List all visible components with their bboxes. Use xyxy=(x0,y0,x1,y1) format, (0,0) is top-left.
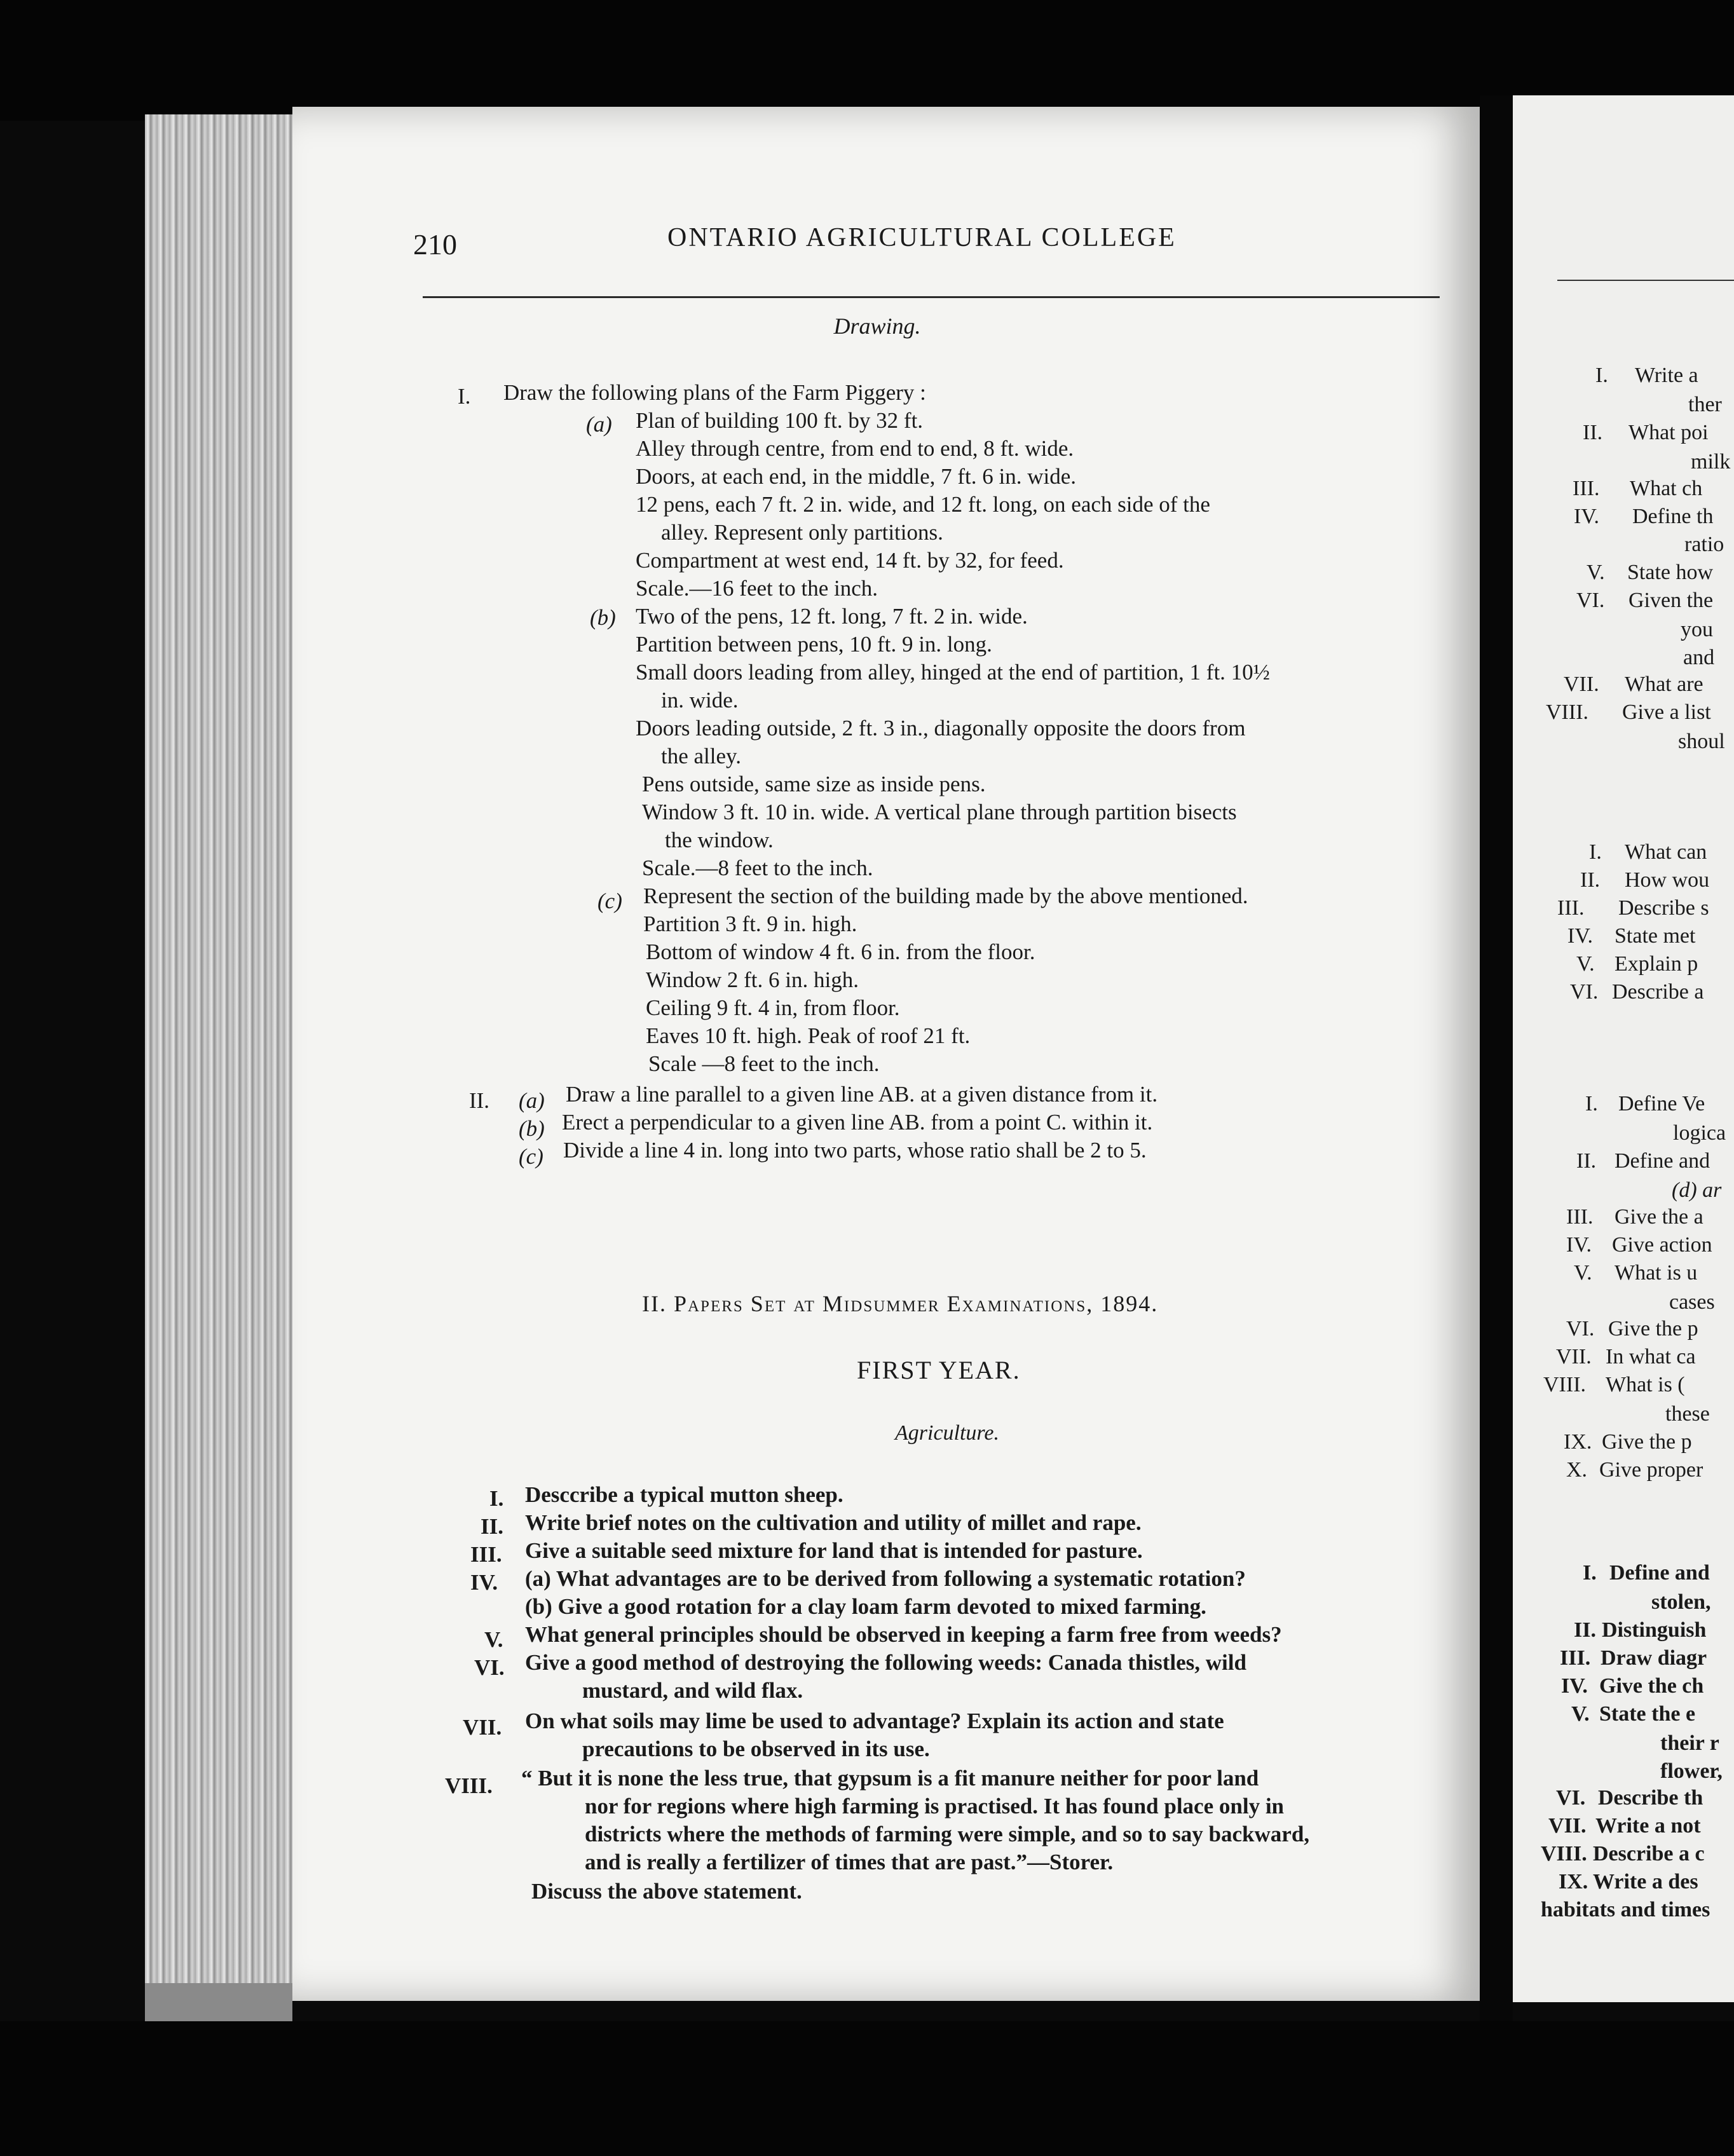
right-text: Explain p xyxy=(1615,952,1698,976)
question-text: Desccribe a typical mutton sheep. xyxy=(525,1482,843,1507)
agriculture-title: Agriculture. xyxy=(895,1421,999,1445)
right-text: Give the p xyxy=(1602,1430,1692,1454)
right-text: Give the a xyxy=(1615,1205,1703,1229)
right-text: What can xyxy=(1625,840,1707,864)
right-label: IX. xyxy=(1564,1430,1592,1454)
right-text: Describe a c xyxy=(1593,1842,1705,1866)
sub-line: Partition 3 ft. 9 in. high. xyxy=(643,911,857,936)
closing-instruction: Discuss the above statement. xyxy=(531,1879,802,1904)
sub-label: (b) xyxy=(519,1116,545,1141)
sub-line: Divide a line 4 in. long into two parts, whose ratio shall be 2 to 5. xyxy=(563,1138,1147,1163)
sub-line: the window. xyxy=(665,828,774,852)
question-label: II. xyxy=(469,1088,490,1113)
right-text: Define and xyxy=(1609,1561,1710,1585)
sub-label: (a) xyxy=(586,412,612,437)
right-text: State met xyxy=(1615,924,1696,948)
right-text: Define Ve xyxy=(1618,1092,1705,1116)
sub-line: alley. Represent only partitions. xyxy=(661,520,943,545)
question-label: VI. xyxy=(474,1655,505,1680)
right-text: habitats and times xyxy=(1541,1898,1710,1921)
right-text: State how xyxy=(1627,561,1714,584)
question-label: VIII. xyxy=(445,1773,493,1798)
question-label: V. xyxy=(484,1627,503,1652)
right-label: I. xyxy=(1583,1561,1597,1585)
right-text: ratio xyxy=(1684,533,1724,556)
question-text: precautions to be observed in its use. xyxy=(582,1736,930,1761)
sub-label: (c) xyxy=(519,1144,543,1169)
sub-line: Draw a line parallel to a given line AB. at a given distance from it. xyxy=(566,1082,1158,1107)
right-text: logica xyxy=(1673,1121,1726,1145)
sub-line: Partition between pens, 10 ft. 9 in. long. xyxy=(636,632,992,657)
sub-line: Compartment at west end, 14 ft. by 32, for feed. xyxy=(636,548,1064,573)
right-label: III. xyxy=(1566,1205,1594,1229)
sub-line: 12 pens, each 7 ft. 2 in. wide, and 12 ft. long, on each side of the xyxy=(636,492,1210,517)
sub-line: Scale.—8 feet to the inch. xyxy=(642,856,873,880)
right-text: What is u xyxy=(1615,1261,1698,1285)
question-text: mustard, and wild flax. xyxy=(582,1678,803,1703)
right-text: Draw diagr xyxy=(1601,1646,1707,1670)
sub-line: Ceiling 9 ft. 4 in, from floor. xyxy=(646,995,900,1020)
right-text: Give the p xyxy=(1608,1317,1698,1341)
right-label: I. xyxy=(1589,840,1602,864)
sub-line: Eaves 10 ft. high. Peak of roof 21 ft. xyxy=(646,1023,971,1048)
right-text: shoul xyxy=(1678,730,1725,753)
right-label: VIII. xyxy=(1543,1373,1587,1396)
header-rule xyxy=(423,296,1440,298)
sub-line: Window 3 ft. 10 in. wide. A vertical plane through partition bisects xyxy=(642,800,1237,824)
right-text: Distinguish xyxy=(1602,1618,1707,1642)
right-label: II. xyxy=(1580,868,1601,892)
right-text: and xyxy=(1683,646,1715,669)
question-text: Draw the following plans of the Farm Piggery : xyxy=(503,380,926,405)
right-label: X. xyxy=(1566,1458,1588,1482)
sub-line: Doors leading outside, 2 ft. 3 in., diagonally opposite the doors from xyxy=(636,716,1246,740)
page-number: 210 xyxy=(413,228,457,261)
right-text: What are xyxy=(1625,672,1703,696)
right-text: Give proper xyxy=(1599,1458,1703,1482)
right-label: III. xyxy=(1560,1646,1591,1670)
question-label: IV. xyxy=(470,1570,498,1595)
right-label: II. xyxy=(1583,421,1603,444)
right-text: Write a xyxy=(1635,364,1698,387)
right-text: What is ( xyxy=(1606,1373,1685,1396)
right-label: VI. xyxy=(1566,1317,1595,1341)
right-text: Describe a xyxy=(1612,980,1704,1004)
page-header xyxy=(413,216,1443,267)
sub-label: (b) xyxy=(590,605,616,630)
question-text: On what soils may lime be used to advantage? Explain its action and state xyxy=(525,1709,1224,1733)
right-label: VII. xyxy=(1564,672,1599,696)
right-text: stolen, xyxy=(1651,1590,1711,1614)
right-label: V. xyxy=(1574,1261,1592,1285)
question-text: (a) What advantages are to be derived from following a systematic rotation? xyxy=(525,1566,1246,1591)
right-text: Describe s xyxy=(1618,896,1709,920)
sub-line: Small doors leading from alley, hinged at the end of partition, 1 ft. 10½ xyxy=(636,660,1270,685)
question-label: I. xyxy=(458,384,471,409)
right-text: Given the xyxy=(1628,589,1714,612)
right-text: cases xyxy=(1669,1290,1715,1314)
sub-line: Erect a perpendicular to a given line AB. from a point C. within it. xyxy=(562,1110,1153,1135)
sub-line: Bottom of window 4 ft. 6 in. from the floor. xyxy=(646,939,1035,964)
sub-line: Doors, at each end, in the middle, 7 ft. 6 in. wide. xyxy=(636,464,1077,489)
film-border-bottom xyxy=(0,2021,1734,2156)
right-text: In what ca xyxy=(1606,1345,1696,1368)
right-text: Give action xyxy=(1612,1233,1712,1257)
question-text: nor for regions where high farming is practised. It has found place only in xyxy=(585,1794,1285,1818)
sub-line: Represent the section of the building made by the above mentioned. xyxy=(643,884,1248,908)
sub-line: the alley. xyxy=(661,744,742,768)
right-label: VII. xyxy=(1548,1814,1587,1838)
right-text: State the e xyxy=(1599,1702,1696,1726)
question-label: III. xyxy=(470,1542,502,1567)
right-label: IX. xyxy=(1559,1870,1588,1893)
question-label: II. xyxy=(481,1514,503,1539)
sub-line: Window 2 ft. 6 in. high. xyxy=(646,967,859,992)
right-label: III. xyxy=(1557,896,1585,920)
right-text: Give the ch xyxy=(1599,1674,1704,1698)
right-label: VIII. xyxy=(1541,1842,1587,1866)
right-label: II. xyxy=(1574,1618,1596,1642)
section-heading: II. Papers Set at Midsummer Examinations, 1894. xyxy=(642,1291,1159,1316)
right-label: VI. xyxy=(1576,589,1605,612)
right-text: their r xyxy=(1660,1731,1719,1755)
right-label: V. xyxy=(1576,952,1595,976)
sub-label: (c) xyxy=(597,889,622,913)
sub-line: Two of the pens, 12 ft. long, 7 ft. 2 in. wide. xyxy=(636,604,1028,629)
right-text: Define th xyxy=(1632,505,1714,528)
right-text: What poi xyxy=(1628,421,1709,444)
right-text: flower, xyxy=(1660,1759,1723,1783)
question-text: Give a suitable seed mixture for land that is intended for pasture. xyxy=(525,1538,1143,1563)
right-label: V. xyxy=(1587,561,1605,584)
drawing-title: Drawing. xyxy=(833,313,921,339)
question-text: What general principles should be observed in keeping a farm free from weeds? xyxy=(525,1622,1282,1647)
right-text: (d) ar xyxy=(1672,1178,1722,1202)
year-heading: FIRST YEAR. xyxy=(857,1356,1021,1384)
right-text: What ch xyxy=(1630,477,1703,500)
right-label: IV. xyxy=(1561,1674,1588,1698)
right-label: IV. xyxy=(1574,505,1599,528)
right-label: IV. xyxy=(1566,1233,1592,1257)
right-label: III. xyxy=(1573,477,1600,500)
right-text: How wou xyxy=(1625,868,1710,892)
right-text: Give a list xyxy=(1622,700,1711,724)
book-spine-edge xyxy=(145,114,292,2015)
right-text: these xyxy=(1665,1402,1710,1426)
right-label: II. xyxy=(1576,1149,1597,1173)
running-head: ONTARIO AGRICULTURAL COLLEGE xyxy=(667,223,1177,252)
sub-line: Scale —8 feet to the inch. xyxy=(648,1051,880,1076)
sub-line: Pens outside, same size as inside pens. xyxy=(642,772,986,796)
right-text: you xyxy=(1681,618,1713,641)
page-gutter xyxy=(1480,95,1513,2053)
sub-line: Plan of building 100 ft. by 32 ft. xyxy=(636,408,924,433)
right-label: I. xyxy=(1595,364,1608,387)
right-header-rule xyxy=(1557,280,1734,281)
right-text: ther xyxy=(1688,393,1722,416)
right-label: IV. xyxy=(1567,924,1593,948)
right-label: VI. xyxy=(1570,980,1599,1004)
question-text: districts where the methods of farming were simple, and so to say backward, xyxy=(585,1822,1310,1846)
right-label: VIII. xyxy=(1546,700,1589,724)
right-label: V. xyxy=(1571,1702,1590,1726)
right-text: Write a not xyxy=(1595,1814,1701,1838)
right-text: milk xyxy=(1691,450,1731,474)
question-text: (b) Give a good rotation for a clay loam farm devoted to mixed farming. xyxy=(525,1594,1206,1619)
question-text: Write brief notes on the cultivation and utility of millet and rape. xyxy=(525,1510,1142,1535)
question-text: and is really a fertilizer of times that are past.”—Storer. xyxy=(585,1850,1114,1874)
right-text: Write a des xyxy=(1593,1870,1698,1893)
right-text: Describe th xyxy=(1598,1786,1703,1810)
question-label: I. xyxy=(489,1486,504,1511)
right-label: VI. xyxy=(1556,1786,1586,1810)
question-text: “ But it is none the less true, that gypsum is a fit manure neither for poor land xyxy=(521,1766,1259,1791)
sub-line: Scale.—16 feet to the inch. xyxy=(636,576,878,601)
question-label: VII. xyxy=(463,1715,502,1740)
sub-line: Alley through centre, from end to end, 8 ft. wide. xyxy=(636,436,1074,461)
right-label: I. xyxy=(1585,1092,1598,1116)
sub-line: in. wide. xyxy=(661,688,739,713)
right-text: Define and xyxy=(1615,1149,1710,1173)
question-text: Give a good method of destroying the following weeds: Canada thistles, wild xyxy=(525,1650,1246,1675)
film-border-top xyxy=(0,0,1734,121)
right-label: VII. xyxy=(1556,1345,1592,1368)
sub-label: (a) xyxy=(519,1088,545,1113)
